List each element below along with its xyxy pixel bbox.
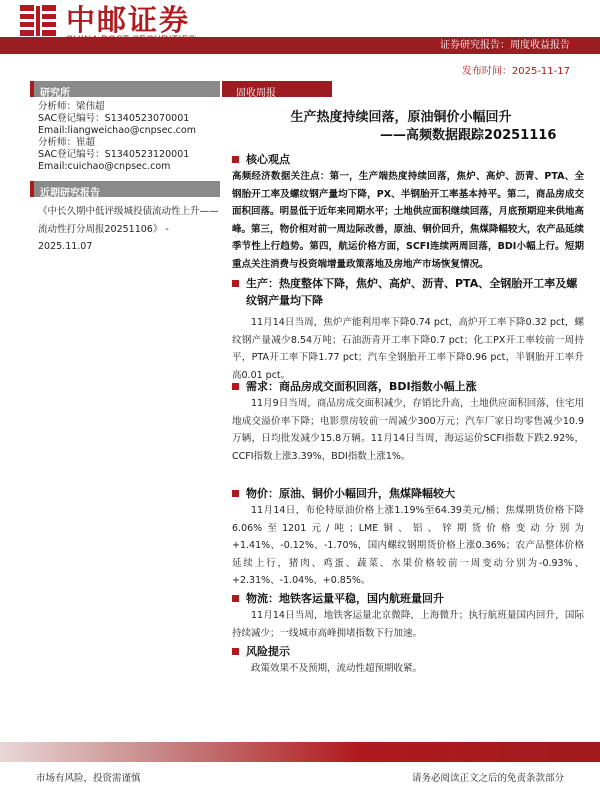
report-category-label: 固收周报 [236, 88, 276, 99]
risk-disclaimer: 市场有风险，投资需谨慎 [36, 773, 141, 784]
analyst-info [38, 101, 220, 173]
header-bar [0, 37, 600, 54]
footer-bar [0, 742, 600, 762]
production-heading: 生产：热度整体下降，焦炉、高炉、沥青、PTA、全钢胎开工率及螺纹钢产量均下降 [232, 275, 584, 309]
research-institute-header [30, 81, 220, 97]
analyst-line: SAC登记编号：S1340523120001 [38, 149, 190, 160]
analyst-line: 分析师：崔超 [38, 137, 96, 148]
demand-section [232, 378, 584, 465]
risk-section [232, 643, 584, 678]
analyst-email: Email:liangweichao@cnpsec.com [38, 125, 196, 136]
disclaimer-notice: 请务必阅读正文之后的免责条款部分 [411, 773, 564, 784]
logo-chinese-name: 中邮证券 [66, 3, 191, 37]
logistics-section [232, 590, 584, 642]
logistics-text: 11月14日当周，地铁客运量北京微降，上海微升；执行航班量国内回升，国际持续减少；一线城市高峰拥堵指数下行加速。 [232, 610, 584, 639]
risk-text: 政策效果不及预期，流动性超预期收紧。 [251, 663, 423, 674]
core-view-text: 高频经济数据关注点：第一，生产端热度持续回落，焦炉、高炉、沥青、PTA、全钢胎开工率及螺纹钢产量均下降，PX、半钢胎开工率基本持平。第二，商品房成交面积回落。明显低于近年来同期水平；土地供应面积继续回落，月底预期迎来供地高峰。第三，物价相对前一周边际改善，原油、铜价回升，焦煤降幅较大，农产品延续季节性上行趋势。第四，航运价格方面，SCFI连续两周回落，BDI小幅上行。短期重点关注消费与投资端增量政策落地及房地产市场恢复情况。 [232, 171, 584, 270]
analyst-email: Email:cuichao@cnpsec.com [38, 161, 171, 172]
core-view-section [232, 151, 584, 273]
price-text: 11月14日，布伦特原油价格上涨1.19%至64.39美元/桶；焦煤期货价格下降6.06%至1201元/吨；LME铜、铝、锌期货价格变动分别为+1.41%、-0.12%、-1.70%，国内螺纹钢期货价格上涨0.36%；农产品整体价格延续上行，猪肉、鸡蛋、蔬菜、水果价格较前一周变动分别为-0.93%、+2.31%、-1.04%、+0.85%。 [232, 505, 584, 586]
recent-reports-header [30, 181, 220, 197]
price-section [232, 485, 584, 590]
production-section [232, 275, 584, 384]
publish-time: 发布时间：2025-11-17 [461, 66, 570, 77]
recent-report-link[interactable]: 《中长久期中低评级城投债流动性上升——流动性打分周报20251106》 - 2025.11.07 [38, 206, 219, 252]
research-institute-label: 研究所 [40, 88, 70, 99]
analyst-line: 分析师：梁伟超 [38, 101, 105, 112]
logistics-heading: 物流：地铁客运量平稳，国内航班量回升 [232, 590, 584, 607]
production-text: 11月14日当周，焦炉产能利用率下降0.74 pct，高炉开工率下降0.32 pct，螺纹钢产量减少8.54万吨；石油沥青开工率下降0.7 pct；化工PX开工率较前一周持平，PTA开工率下降1.77 pct；汽车全钢胎开工率下降0.96 pct，半钢胎开工率升高0.01 pct。 [232, 317, 584, 381]
recent-reports-label: 近期研究报告 [40, 188, 100, 199]
risk-heading: 风险提示 [232, 643, 584, 660]
price-heading: 物价：原油、铜价小幅回升，焦煤降幅较大 [232, 485, 584, 502]
report-category-tag [222, 81, 332, 97]
china-post-logo-icon [18, 4, 58, 38]
analyst-line: SAC登记编号：S1340523070001 [38, 113, 190, 124]
report-subtitle: ——高频数据跟踪20251116 [380, 128, 557, 143]
report-title: 生产热度持续回落，原油铜价小幅回升 [290, 110, 512, 125]
report-type: 证券研究报告：周度收益报告 [440, 40, 570, 51]
core-view-heading: 核心观点 [232, 151, 584, 168]
demand-text: 11月9日当周，商品房成交面积减少，存销比升高，土地供应面积回落，住宅用地成交溢价率下降；电影票房较前一周减少300万元；汽车厂家日均零售减少10.9万辆，日均批发减少15.8万辆。11月14日当周，海运运价SCFI指数下跌2.92%，CCFI指数上涨3.39%，BDI指数上涨1%。 [232, 398, 584, 462]
demand-heading: 需求：商品房成交面积回落，BDI指数小幅上涨 [232, 378, 584, 395]
